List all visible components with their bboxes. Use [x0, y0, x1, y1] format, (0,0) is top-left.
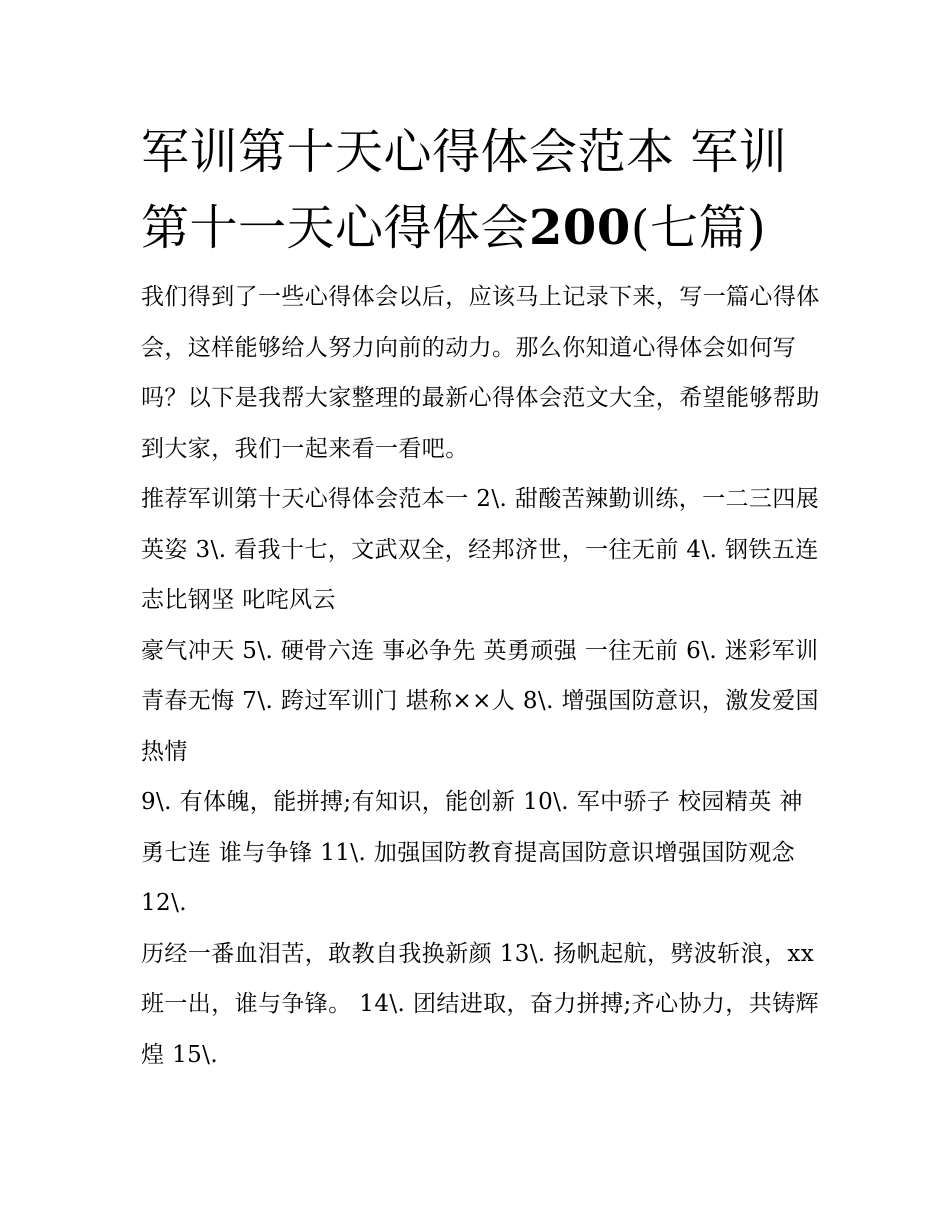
title-text: 军训第十天心得体会范本 军训第十一天心得体会: [141, 124, 788, 256]
slogan-paragraph-1: 推荐军训第十天心得体会范本一 2\. 甜酸苦辣勤训练，一二三四展英姿 3\. 看我十七，文武双全，经邦济世，一往无前 4\. 钢铁五连 志比钢坚 叱咤风云: [141, 486, 820, 613]
intro-paragraph: 我们得到了一些心得体会以后，应该马上记录下来，写一篇心得体会，这样能够给人努力向前的动力。那么你知道心得体会如何写吗？以下是我帮大家整理的最新心得体会范文大全，希望能够帮助到大家，我们一起来看一看吧。: [141, 284, 820, 462]
slogan-paragraph-3: 9\. 有体魄，能拼搏;有知识，能创新 10\. 军中骄子 校园精英 神勇七连 谁与争锋 11\. 加强国防教育提高国防意识增强国防观念 12\.: [141, 789, 803, 916]
document-title: [141, 114, 821, 266]
document-body: [141, 114, 821, 1080]
title-suffix: (七篇): [630, 200, 767, 256]
slogan-paragraph-4: 历经一番血泪苦，敢教自我换新颜 13\. 扬帆起航，劈波斩浪，xx 班一出，谁与争锋。 14\. 团结进取，奋力拼搏;齐心协力，共铸辉煌 15\.: [141, 940, 819, 1068]
slogan-paragraph-2: 豪气冲天 5\. 硬骨六连 事必争先 英勇顽强 一往无前 6\. 迷彩军训 青春无悔 7\. 跨过军训门 堪称××人 8\. 增强国防意识，激发爱国热情: [141, 637, 819, 765]
title-number: 200: [529, 200, 631, 256]
